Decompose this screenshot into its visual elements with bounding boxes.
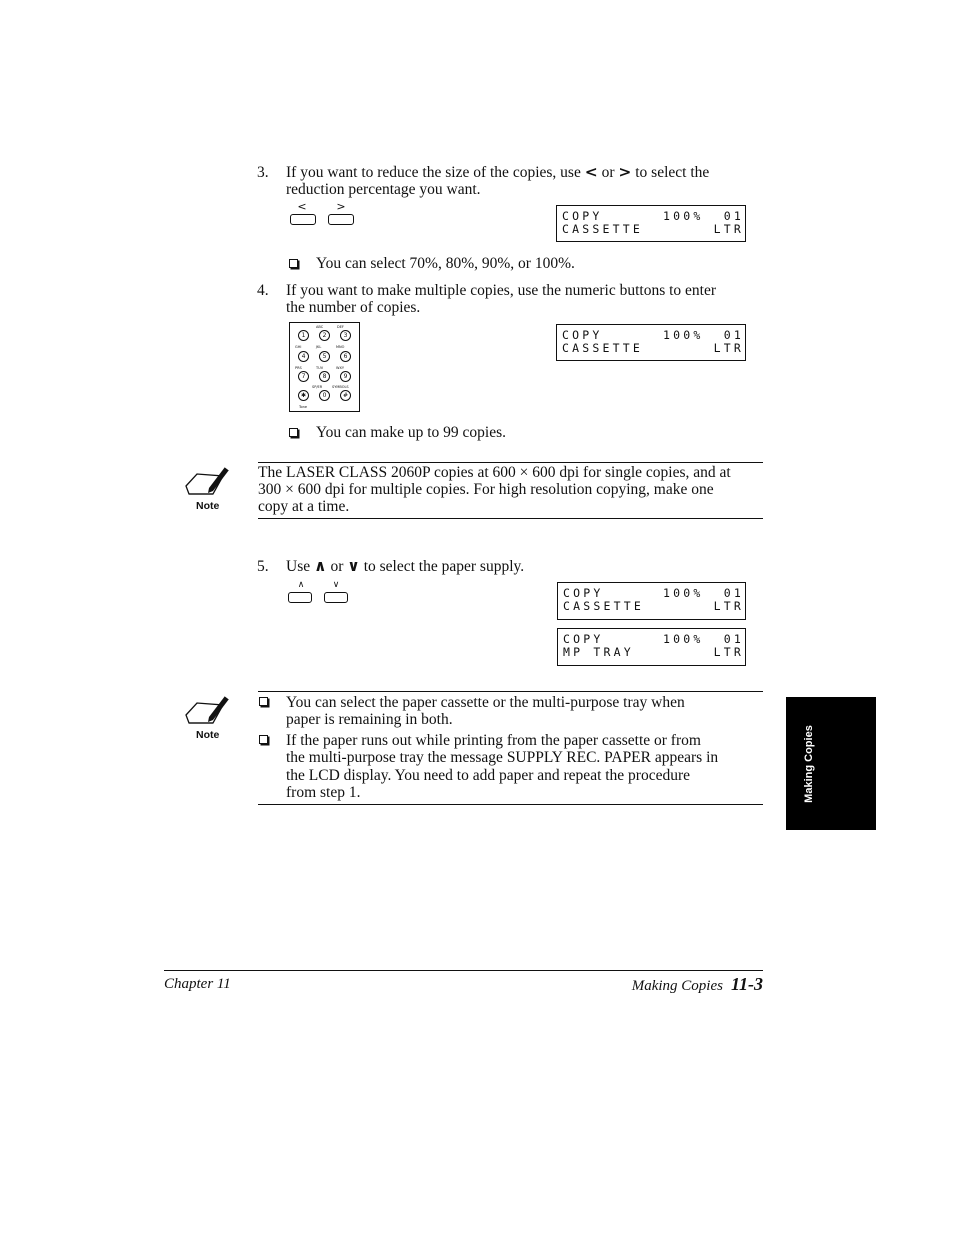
down-key-glyph: ∨ xyxy=(347,557,360,575)
checkbox-bullet-icon xyxy=(289,428,298,437)
reduce-key-glyph: < xyxy=(584,163,598,181)
keypad-key-hash: # xyxy=(340,390,351,401)
keypad-letters-prs: PRS xyxy=(295,366,302,370)
step-4-text-line1: If you want to make multiple copies, use the numeric buttons to enter xyxy=(286,282,717,299)
note2-bullet2-line3: the LCD display. You need to add paper and repeat the procedure xyxy=(286,767,691,784)
keypad-key-9: 9 xyxy=(340,371,351,382)
keypad-key-0: 0 xyxy=(319,390,330,401)
up-key-button xyxy=(288,592,312,603)
step-3-bullet xyxy=(289,255,575,272)
note1-line1: The LASER CLASS 2060P copies at 600 × 600 dpi for single copies, and at xyxy=(258,464,731,481)
note-pencil-icon xyxy=(183,693,233,731)
lcd-line1-right: 100% 01 xyxy=(663,328,744,342)
step-4-bullet-text: You can make up to 99 copies. xyxy=(316,424,506,441)
keypad-key-6: 6 xyxy=(340,351,351,362)
note-pencil-icon xyxy=(183,464,233,502)
keypad-key-8: 8 xyxy=(319,371,330,382)
lcd-line2-right: LTR xyxy=(713,645,744,659)
step-3-text-before: If you want to reduce the size of the copies, use xyxy=(286,164,581,181)
left-key-label: < xyxy=(297,200,307,213)
note2-bullet2-line1: If the paper runs out while printing from the paper cassette or from xyxy=(286,732,701,749)
lcd-line2-left: CASSETTE xyxy=(562,222,643,236)
note1-label: Note xyxy=(196,500,220,512)
note2-bullet2-line4: from step 1. xyxy=(286,784,361,801)
note2-top-rule xyxy=(258,691,763,692)
numeric-keypad xyxy=(289,322,360,412)
lcd-line2-right: LTR xyxy=(713,599,744,613)
lcd-line1-left: COPY xyxy=(562,209,603,223)
footer-section xyxy=(632,974,763,995)
keypad-key-7: 7 xyxy=(298,371,309,382)
keypad-letters-def: DEF xyxy=(337,325,344,329)
checkbox-bullet-icon xyxy=(289,259,298,268)
footer-section-title: Making Copies xyxy=(631,978,723,994)
note1-line3: copy at a time. xyxy=(258,498,350,515)
lcd-display-step5-mptray xyxy=(557,628,746,666)
keypad-letters-jkl: JKL xyxy=(316,345,322,349)
step-5-or: or xyxy=(330,558,344,575)
lcd-line1-left: COPY xyxy=(563,632,604,646)
lcd-line1-right: 100% 01 xyxy=(663,586,744,600)
note1-top-rule xyxy=(258,462,763,463)
keypad-letters-symbols: SYMBOLS xyxy=(332,385,349,389)
step-5-number: 5. xyxy=(257,558,269,575)
lcd-line2-right: LTR xyxy=(713,341,744,355)
up-key-glyph: ∧ xyxy=(313,557,327,575)
down-key-label: ∨ xyxy=(332,580,340,590)
keypad-letters-abc: ABC xyxy=(316,325,324,329)
note2-label: Note xyxy=(196,729,220,741)
lcd-display-step4 xyxy=(556,324,746,361)
keypad-letters-tuv: TUV xyxy=(316,366,324,370)
keypad-tone-label: Tone xyxy=(299,405,308,409)
note2-bullet2-line2: the multi-purpose tray the message SUPPLY REC. PAPER appears in xyxy=(286,749,719,766)
lcd-line1-left: COPY xyxy=(562,328,603,342)
step-3-text-line2: reduction percentage you want. xyxy=(286,181,481,198)
note1-bottom-rule xyxy=(258,518,763,519)
step-4-number: 4. xyxy=(257,282,269,299)
keypad-letters-wxy: WXY xyxy=(336,366,344,370)
step-3-or: or xyxy=(601,164,615,181)
lcd-line2-right: LTR xyxy=(713,222,744,236)
up-key-label: ∧ xyxy=(297,580,305,590)
lcd-display-step5-cassette xyxy=(557,582,746,620)
step-5-text xyxy=(286,558,524,575)
note2-bullet1-line2: paper is remaining in both. xyxy=(286,711,453,728)
left-key-button xyxy=(290,214,316,225)
lcd-line1-left: COPY xyxy=(563,586,604,600)
step-4-bullet xyxy=(289,424,506,441)
chapter-side-tab xyxy=(786,697,876,830)
lcd-line2-left: MP TRAY xyxy=(563,645,634,659)
footer-rule xyxy=(164,970,763,971)
lcd-line1-right: 100% 01 xyxy=(663,209,744,223)
footer-chapter: Chapter 11 xyxy=(164,976,231,992)
down-key-button xyxy=(324,592,348,603)
lcd-line2-left: CASSETTE xyxy=(562,341,643,355)
note1-line2: 300 × 600 dpi for multiple copies. For high resolution copying, make one xyxy=(258,481,714,498)
keypad-letters-ghi: GHI xyxy=(295,345,302,349)
keypad-key-star: ✱ xyxy=(298,390,309,401)
right-key-label: > xyxy=(336,200,346,213)
keypad-key-4: 4 xyxy=(298,351,309,362)
note2-bullet1-line1: You can select the paper cassette or the multi-purpose tray when xyxy=(286,694,685,711)
checkbox-bullet-icon xyxy=(259,697,268,706)
step-3-bullet-text: You can select 70%, 80%, 90%, or 100%. xyxy=(316,255,575,272)
keypad-key-1: 1 xyxy=(298,330,309,341)
step-5-text-before: Use xyxy=(286,558,311,575)
keypad-letters-mno: MNO xyxy=(336,345,345,349)
lcd-line1-right: 100% 01 xyxy=(663,632,744,646)
enlarge-key-glyph: > xyxy=(618,163,632,181)
side-tab-label: Making Copies xyxy=(803,725,815,803)
checkbox-bullet-icon xyxy=(259,735,268,744)
step-3-text xyxy=(286,164,709,181)
page-number: 11-3 xyxy=(730,974,763,994)
keypad-key-3: 3 xyxy=(340,330,351,341)
note2-bottom-rule xyxy=(258,804,763,805)
keypad-key-2: 2 xyxy=(319,330,330,341)
step-5-text-after: to select the paper supply. xyxy=(363,558,525,575)
keypad-key-5: 5 xyxy=(319,351,330,362)
lcd-line2-left: CASSETTE xyxy=(563,599,644,613)
right-key-button xyxy=(328,214,354,225)
step-3-text-after: to select the xyxy=(635,164,710,181)
keypad-letters-sper: SP/ER xyxy=(312,385,323,389)
step-4-text-line2: the number of copies. xyxy=(286,299,421,316)
step-3-number: 3. xyxy=(257,164,269,181)
lcd-display-step3 xyxy=(556,205,746,242)
